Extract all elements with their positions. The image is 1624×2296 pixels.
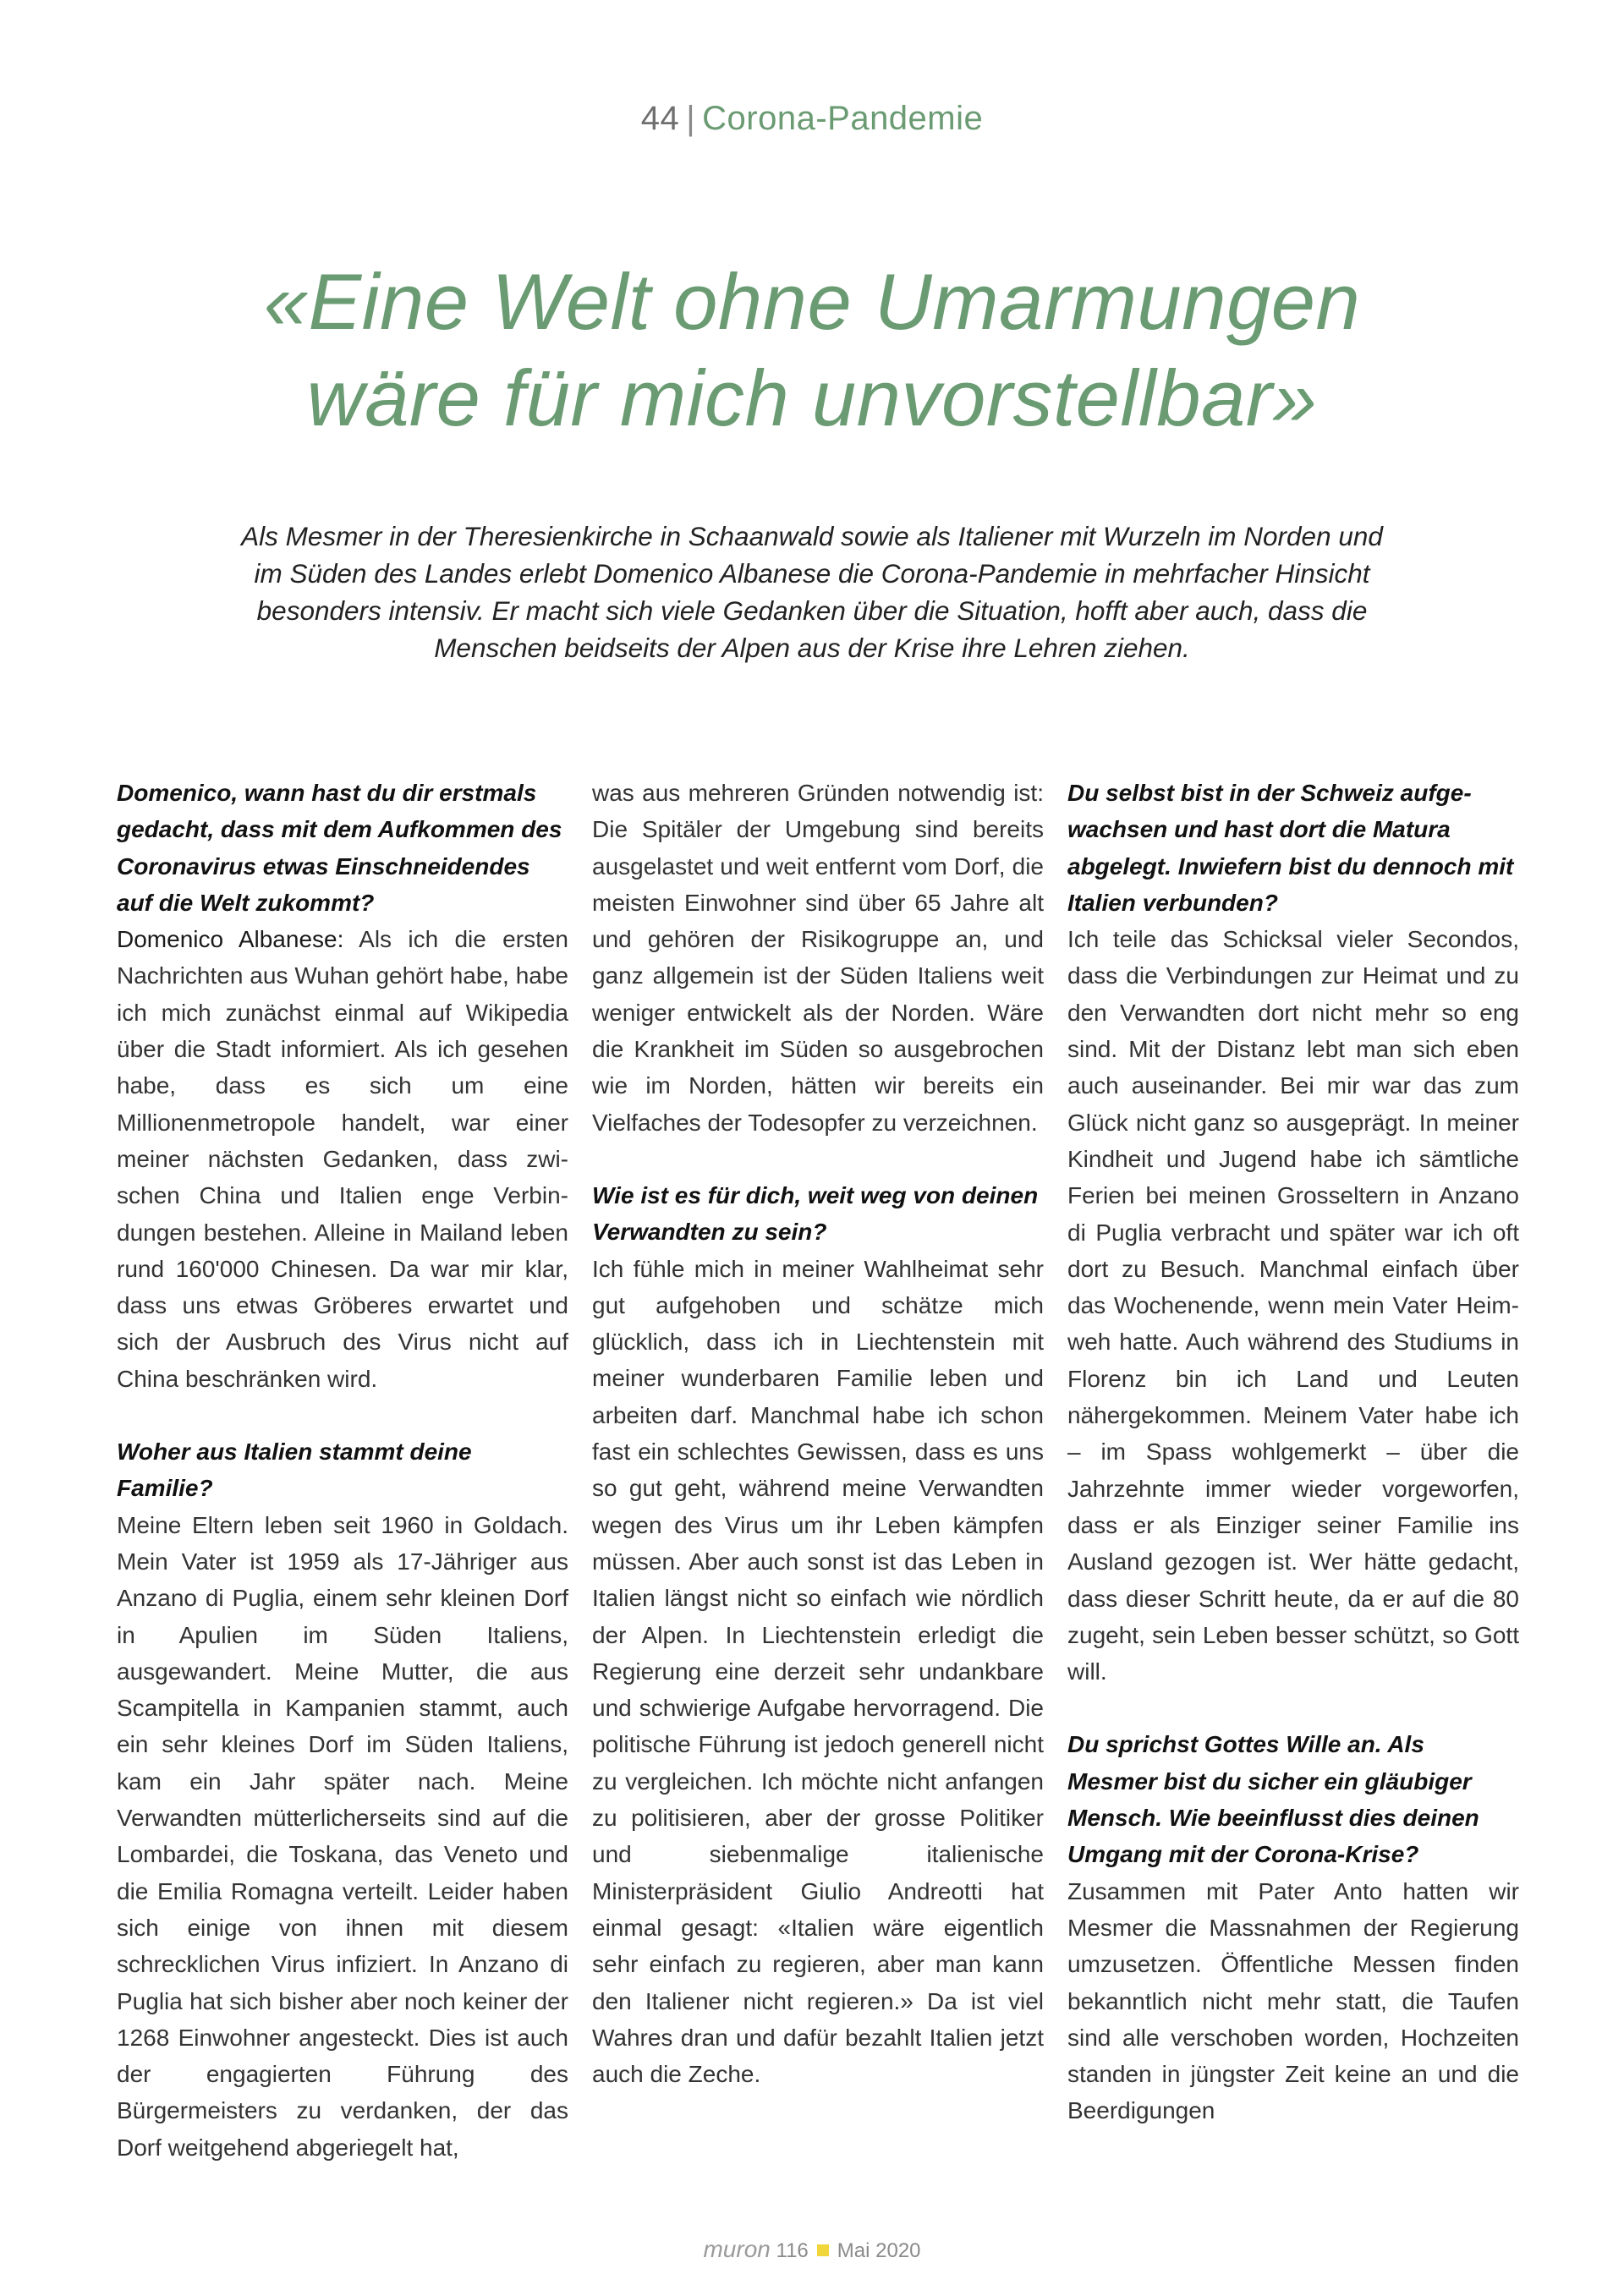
answer-2-part-2: was aus mehreren Gründen notwendig ist: Die Spitäler der Umgebung sind bereits ausgelastet und weit entfernt vom Dorf, die meisten Einwohner sind über 65 Jahre alt und gehören der Risikogruppe an, und ganz allgemein ist der Süden Italiens weit weniger entwickelt als der Norden. Wäre die Krankheit im Süden so ausgebrochen wie im Norden, hätten wir bereits ein Vielfaches der Todesopfer zu verzeichnen. xyxy=(592,780,1044,1136)
magazine-name: muron xyxy=(703,2236,771,2262)
question-5: Du sprichst Gottes Wille an. Als Mesmer bist du sicher ein gläubiger Mensch. Wie beeinflusst dies deinen Umgang mit der Corona-Krise? xyxy=(1067,1731,1479,1868)
text-column-1 xyxy=(117,775,568,2166)
text-column-2 xyxy=(592,775,1044,2092)
article-lead: Als Mesmer in der Theresienkirche in Schaanwald sowie als Italiener mit Wurzeln im Norden und im Süden des Landes erlebt Domenico Albanese die Corona-Pandemie in mehrfacher Hinsicht besonders intensiv. Er macht sich viele Gedanken über die Situation, hofft aber auch, dass die Menschen beidseits der Alpen aus der Krise ihre Lehren ziehen. xyxy=(241,521,1383,663)
article-title xyxy=(0,254,1624,447)
answer-5: Zusammen mit Pater Anto hatten wir Mesmer die Massnahmen der Regierung umzusetzen. Öffentliche Messen finden bekanntlich nicht mehr statt, die Taufen sind alle verschoben worden, Hochzeiten standen in jüngster Zeit keine an und die Beerdigungen xyxy=(1067,1877,1519,2124)
question-1: Domenico, wann hast du dir erstmals gedacht, dass mit dem Aufkommen des Coronavirus etwas Einschneidendes auf die Welt zukommt? xyxy=(117,780,562,916)
issue-number: 116 xyxy=(776,2239,809,2262)
question-2: Woher aus Italien stammt deine Familie? xyxy=(117,1438,472,1502)
speaker-name: Domenico Albanese: xyxy=(117,926,344,953)
answer-1 xyxy=(117,921,568,1397)
header-separator: | xyxy=(686,100,696,137)
section-title: Corona-Pandemie xyxy=(702,100,984,137)
question-4: Du selbst bist in der Schweiz aufgewachsen und hast dort die Matura abgelegt. Inwiefern bist du dennoch mit Italien verbunden? xyxy=(1067,780,1514,916)
issue-date: Mai 2020 xyxy=(837,2239,921,2262)
accent-square-icon xyxy=(817,2244,829,2256)
answer-2-part-1: Meine Eltern leben seit 1960 in Goldach. Mein Vater ist 1959 als 17-Jähriger aus Anzano di Puglia, einem sehr kleinen Dorf in Apulien im Süden Italiens, ausgewandert. Meine Mutter, die aus Scampitella in Kampanien stammt, auch ein sehr kleines Dorf im Süden Italiens, kam ein Jahr später nach. Meine Verwandten mütterlicherseits sind auf die Lombardei, die Toskana, das Veneto und die Emilia Romagna verteilt. Leider haben sich einige von ihnen mit diesem schrecklichen Virus infiziert. In Anzano di Puglia hat sich bisher aber noch keiner der 1268 Einwohner angesteckt. Dies ist auch der engagierten Führung des Bürgermeisters zu verdanken, der das Dorf weitgehend abgeriegelt hat, xyxy=(117,1511,568,2161)
text-column-3 xyxy=(1067,775,1519,2129)
page-number: 44 xyxy=(640,100,680,137)
answer-1-text: Als ich die ersten Nachrichten aus Wuhan gehört habe, habe ich mich zunächst einmal auf Wikipedia über die Stadt informiert. Als ich gesehen habe, dass es sich um eine Millionenmetropole handelt, war einer meiner nächsten Gedanken, dass zwischen China und Italien enge Verbindungen bestehen. Alleine in Mailand leben rund 160'000 Chinesen. Da war mir klar, dass uns etwas Gröberes erwartet und sich der Ausbruch des Virus nicht auf China beschränken wird. xyxy=(117,926,568,1392)
question-3: Wie ist es für dich, weit weg von deinen Verwandten zu sein? xyxy=(592,1181,1039,1246)
article-title-line-1: «Eine Welt ohne Umarmungen xyxy=(263,257,1361,346)
page-header xyxy=(0,100,1624,138)
answer-3: Ich fühle mich in meiner Wahlheimat sehr gut aufgehoben und schätze mich glücklich, dass ich in Liechtenstein mit meiner wunderbaren Familie leben und arbeiten darf. Manchmal habe ich schon fast ein schlechtes Gewissen, dass es uns so gut geht, während meine Verwandten wegen des Virus um ihr Leben kämpfen müssen. Aber auch sonst ist das Leben in Italien längst nicht so einfach wie nördlich der Alpen. In Liechtenstein erledigt die Regierung eine derzeit sehr undankbare und schwierige Aufgabe hervorragend. Die politische Führung ist jedoch generell nicht zu vergleichen. Ich möchte nicht anfangen zu politisieren, aber der grosse Politiker und siebenmalige italienische Ministerpräsident Giulio Andreotti hat einmal gesagt: «Italien wäre eigentlich sehr einfach zu regieren, aber man kann den Italiener nicht regieren.» Da ist viel Wahres dran und dafür bezahlt Italien jetzt auch die Zeche. xyxy=(592,1255,1044,2088)
answer-4: Ich teile das Schicksal vieler Secondos, dass die Verbindungen zur Heimat und zu den Verwandten dort nicht mehr so eng sind. Mit der Distanz lebt man sich eben auch auseinander. Bei mir war das zum Glück nicht ganz so ausgeprägt. In meiner Kindheit und Jugend habe ich sämtliche Ferien bei meinen Grosseltern in Anzano di Puglia verbracht und später war ich oft dort zu Besuch. Manchmal einfach über das Wochenende, wenn mein Vater Heimweh hatte. Auch während des Studiums in Florenz bin ich Land und Leuten nähergekommen. Meinem Vater habe ich – im Spass wohlgemerkt – über die Jahrzehnte immer wieder vorgeworfen, dass er als Einziger seiner Familie ins Ausland gezogen ist. Wer hätte gedacht, dass dieser Schritt heute, da er auf die 80 zugeht, sein Leben besser schützt, so Gott will. xyxy=(1067,926,1519,1685)
page-footer xyxy=(0,2236,1624,2263)
article-title-line-2: wäre für mich unvorstellbar» xyxy=(306,353,1318,442)
